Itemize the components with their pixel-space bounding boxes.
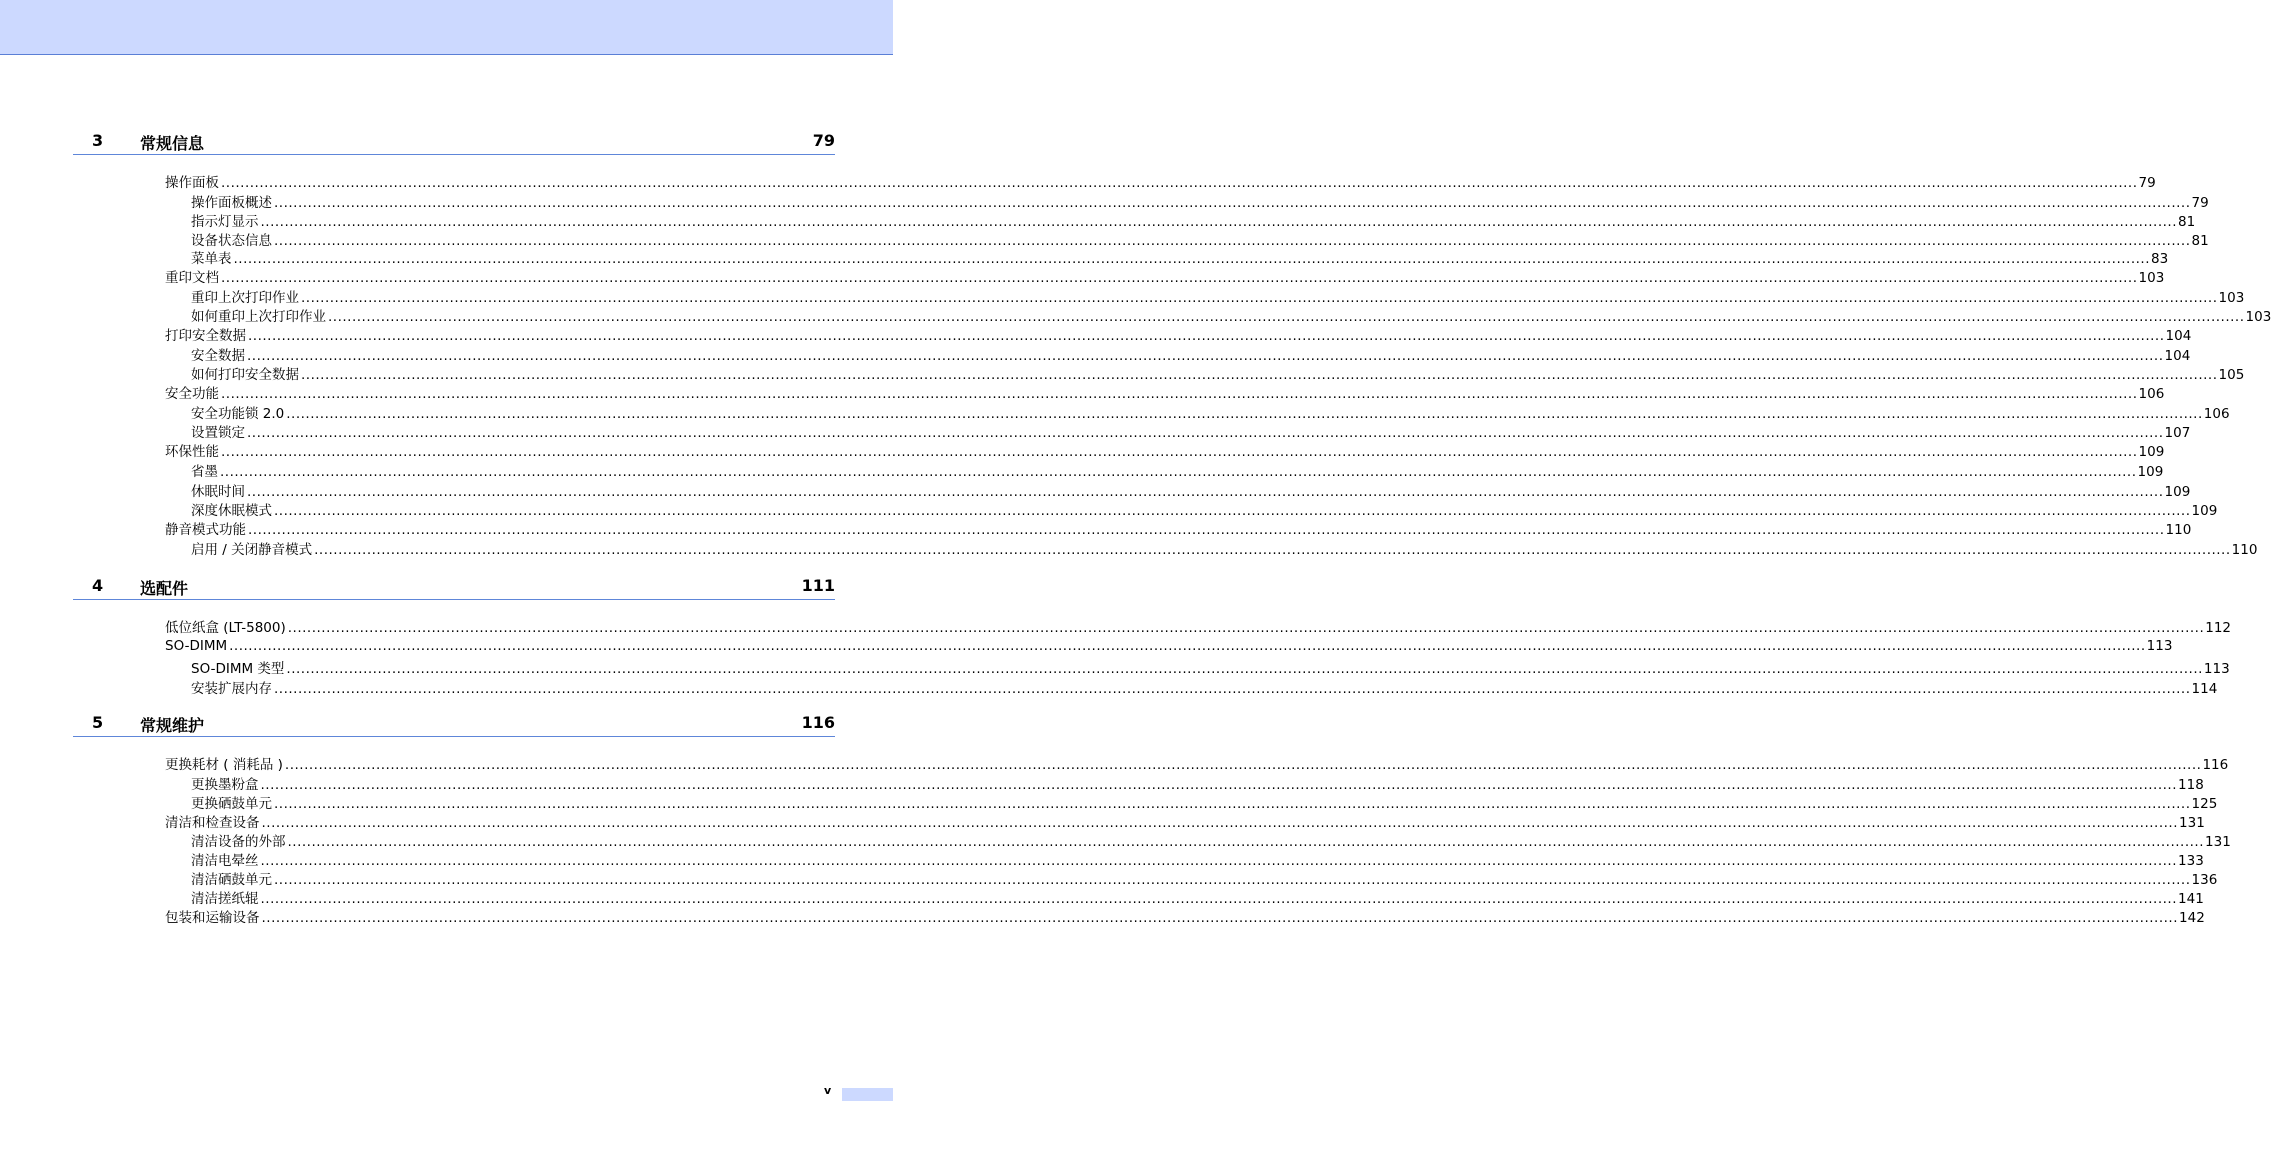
entry-label: 清洁设备的外部	[191, 834, 286, 850]
toc-subentry[interactable]	[191, 680, 2218, 698]
entry-label: 如何打印安全数据	[191, 367, 299, 383]
entry-label: 启用 / 关闭静音模式	[191, 542, 313, 558]
entry-label: 设置锁定	[191, 425, 245, 441]
header-band	[0, 0, 893, 55]
entry-label: 设备状态信息	[191, 233, 272, 249]
entry-label: SO-DIMM 类型	[191, 661, 285, 677]
chapter-heading[interactable]	[73, 130, 835, 155]
entry-page: 133	[2178, 853, 2204, 869]
entry-page: 81	[2178, 214, 2196, 230]
dot-leader: ................................................................................................................................................................................................................................................................................................................................................................................................................	[274, 872, 2191, 888]
entry-label: 低位纸盒 (LT-5800)	[165, 620, 286, 636]
entry-label: 省墨	[191, 464, 218, 480]
toc-subentry[interactable]	[191, 308, 2271, 326]
entry-page: 109	[2164, 484, 2191, 500]
entry-page: 79	[2138, 175, 2156, 191]
dot-leader: ................................................................................................................................................................................................................................................................................................................................................................................................................	[284, 757, 2202, 773]
toc-subentry[interactable]	[191, 366, 2245, 384]
entry-page: 116	[2202, 757, 2229, 773]
entry-label: 清洁搓纸辊	[191, 891, 259, 907]
toc-entry[interactable]	[165, 909, 2205, 927]
entry-label: 安全数据	[191, 348, 245, 364]
entry-label: 安装扩展内存	[191, 681, 272, 697]
entry-page: 103	[2218, 290, 2245, 306]
dot-leader: ................................................................................................................................................................................................................................................................................................................................................................................................................	[221, 270, 2138, 286]
toc-subentry[interactable]	[191, 347, 2191, 365]
entry-label: 清洁和检查设备	[165, 815, 260, 831]
toc-entry[interactable]	[165, 814, 2205, 832]
toc-subentry[interactable]	[191, 405, 2230, 423]
entry-label: 操作面板	[165, 175, 219, 191]
dot-leader: ................................................................................................................................................................................................................................................................................................................................................................................................................	[221, 444, 2138, 460]
toc-subentry[interactable]	[191, 541, 2258, 559]
entry-page: 106	[2203, 406, 2230, 422]
entry-page: 131	[2205, 834, 2231, 850]
dot-leader: ................................................................................................................................................................................................................................................................................................................................................................................................................	[301, 290, 2218, 306]
entry-label: 休眠时间	[191, 484, 245, 500]
entry-page: 114	[2191, 681, 2218, 697]
entry-page: 142	[2179, 910, 2205, 926]
toc-subentry[interactable]	[191, 232, 2209, 250]
entry-page: 106	[2138, 386, 2165, 402]
dot-leader: ................................................................................................................................................................................................................................................................................................................................................................................................................	[274, 681, 2191, 697]
chapter-page: 116	[801, 713, 835, 732]
entry-label: 指示灯显示	[191, 214, 259, 230]
entry-label: 安全功能	[165, 386, 219, 402]
toc-entry[interactable]	[165, 521, 2192, 539]
chapter-title: 选配件	[140, 579, 189, 598]
chapter-page: 111	[801, 576, 835, 595]
toc-subentry[interactable]	[191, 250, 2169, 268]
toc-subentry[interactable]	[191, 463, 2164, 481]
dot-leader: ................................................................................................................................................................................................................................................................................................................................................................................................................	[286, 406, 2203, 422]
entry-page: 104	[2164, 348, 2191, 364]
dot-leader: ................................................................................................................................................................................................................................................................................................................................................................................................................	[274, 233, 2191, 249]
toc-entry[interactable]	[165, 637, 2173, 655]
dot-leader: ................................................................................................................................................................................................................................................................................................................................................................................................................	[287, 620, 2205, 636]
chapter-heading[interactable]	[73, 712, 835, 737]
toc-subentry[interactable]	[191, 194, 2209, 212]
toc-subentry[interactable]	[191, 871, 2218, 889]
entry-page: 110	[2165, 522, 2192, 538]
chapter-number: 5	[92, 713, 104, 732]
entry-page: 104	[2165, 328, 2192, 344]
dot-leader: ................................................................................................................................................................................................................................................................................................................................................................................................................	[221, 175, 2138, 191]
entry-page: 131	[2179, 815, 2205, 831]
toc-subentry[interactable]	[191, 483, 2191, 501]
entry-page: 112	[2205, 620, 2232, 636]
entry-label: 清洁电晕丝	[191, 853, 259, 869]
entry-label: 重印上次打印作业	[191, 290, 299, 306]
entry-label: 环保性能	[165, 444, 219, 460]
toc-subentry[interactable]	[191, 502, 2218, 520]
dot-leader: ................................................................................................................................................................................................................................................................................................................................................................................................................	[248, 328, 2165, 344]
entry-label: 打印安全数据	[165, 328, 246, 344]
dot-leader: ................................................................................................................................................................................................................................................................................................................................................................................................................	[314, 542, 2231, 558]
chapter-title: 常规信息	[140, 134, 205, 153]
dot-leader: ................................................................................................................................................................................................................................................................................................................................................................................................................	[260, 214, 2178, 230]
dot-leader: ................................................................................................................................................................................................................................................................................................................................................................................................................	[261, 910, 2179, 926]
toc-subentry[interactable]	[191, 890, 2204, 908]
entry-page: 110	[2231, 542, 2258, 558]
entry-page: 79	[2191, 195, 2209, 211]
entry-page: 109	[2138, 444, 2165, 460]
chapter-heading[interactable]	[73, 575, 835, 600]
dot-leader: ................................................................................................................................................................................................................................................................................................................................................................................................................	[301, 367, 2218, 383]
entry-label: 静音模式功能	[165, 522, 246, 538]
chapter-number: 3	[92, 131, 104, 150]
toc-entry[interactable]	[165, 327, 2192, 345]
dot-leader: ................................................................................................................................................................................................................................................................................................................................................................................................................	[260, 891, 2178, 907]
toc-subentry[interactable]	[191, 289, 2245, 307]
entry-page: 105	[2218, 367, 2245, 383]
dot-leader: ................................................................................................................................................................................................................................................................................................................................................................................................................	[233, 251, 2151, 267]
entry-page: 141	[2178, 891, 2204, 907]
corner-tab	[842, 1088, 893, 1101]
dot-leader: ................................................................................................................................................................................................................................................................................................................................................................................................................	[260, 777, 2178, 793]
toc-entry[interactable]	[165, 385, 2165, 403]
dot-leader: ................................................................................................................................................................................................................................................................................................................................................................................................................	[247, 348, 2164, 364]
entry-page: 113	[2146, 638, 2173, 654]
toc-subentry[interactable]	[191, 852, 2204, 870]
toc-entry[interactable]	[165, 756, 2229, 774]
entry-page: 103	[2245, 309, 2271, 325]
entry-label: 清洁硒鼓单元	[191, 872, 272, 888]
dot-leader: ................................................................................................................................................................................................................................................................................................................................................................................................................	[260, 853, 2178, 869]
entry-page: 113	[2203, 661, 2230, 677]
chapter-number: 4	[92, 576, 104, 595]
entry-label: 操作面板概述	[191, 195, 272, 211]
entry-page: 109	[2191, 503, 2218, 519]
entry-page: 118	[2178, 777, 2204, 793]
entry-label: SO-DIMM	[165, 638, 228, 654]
toc-entry[interactable]	[165, 443, 2165, 461]
dot-leader: ................................................................................................................................................................................................................................................................................................................................................................................................................	[221, 386, 2138, 402]
dot-leader: ................................................................................................................................................................................................................................................................................................................................................................................................................	[247, 425, 2164, 441]
entry-page: 81	[2191, 233, 2209, 249]
entry-label: 包装和运输设备	[165, 910, 260, 926]
toc-subentry[interactable]	[191, 776, 2204, 794]
toc-entry[interactable]	[165, 174, 2156, 192]
toc-subentry[interactable]	[191, 833, 2231, 851]
dot-leader: ................................................................................................................................................................................................................................................................................................................................................................................................................	[261, 815, 2179, 831]
entry-label: 安全功能锁 2.0	[191, 406, 285, 422]
toc-subentry[interactable]	[191, 795, 2218, 813]
entry-page: 125	[2191, 796, 2218, 812]
dot-leader: ................................................................................................................................................................................................................................................................................................................................................................................................................	[328, 309, 2245, 325]
entry-page: 109	[2137, 464, 2164, 480]
chapter-title: 常规维护	[140, 716, 205, 735]
dot-leader: ................................................................................................................................................................................................................................................................................................................................................................................................................	[286, 661, 2203, 677]
dot-leader: ................................................................................................................................................................................................................................................................................................................................................................................................................	[247, 484, 2164, 500]
dot-leader: ................................................................................................................................................................................................................................................................................................................................................................................................................	[274, 195, 2191, 211]
entry-label: 重印文档	[165, 270, 219, 286]
dot-leader: ................................................................................................................................................................................................................................................................................................................................................................................................................	[287, 834, 2205, 850]
toc-entry[interactable]	[165, 619, 2232, 637]
dot-leader: ................................................................................................................................................................................................................................................................................................................................................................................................................	[229, 638, 2146, 654]
entry-label: 更换耗材 ( 消耗品 )	[165, 757, 283, 773]
toc-subentry[interactable]	[191, 424, 2191, 442]
dot-leader: ................................................................................................................................................................................................................................................................................................................................................................................................................	[248, 522, 2165, 538]
chapter-page: 79	[812, 131, 835, 150]
toc-subentry[interactable]	[191, 660, 2230, 678]
page-number: v	[824, 1084, 832, 1097]
dot-leader: ................................................................................................................................................................................................................................................................................................................................................................................................................	[274, 503, 2191, 519]
entry-label: 菜单表	[191, 251, 232, 267]
entry-label: 更换硒鼓单元	[191, 796, 272, 812]
entry-page: 136	[2191, 872, 2218, 888]
entry-page: 83	[2151, 251, 2169, 267]
dot-leader: ................................................................................................................................................................................................................................................................................................................................................................................................................	[220, 464, 2137, 480]
entry-page: 103	[2138, 270, 2165, 286]
toc-entry[interactable]	[165, 269, 2165, 287]
toc-subentry[interactable]	[191, 213, 2196, 231]
entry-label: 更换墨粉盒	[191, 777, 259, 793]
entry-page: 107	[2164, 425, 2191, 441]
entry-label: 如何重印上次打印作业	[191, 309, 326, 325]
entry-label: 深度休眠模式	[191, 503, 272, 519]
dot-leader: ................................................................................................................................................................................................................................................................................................................................................................................................................	[274, 796, 2191, 812]
